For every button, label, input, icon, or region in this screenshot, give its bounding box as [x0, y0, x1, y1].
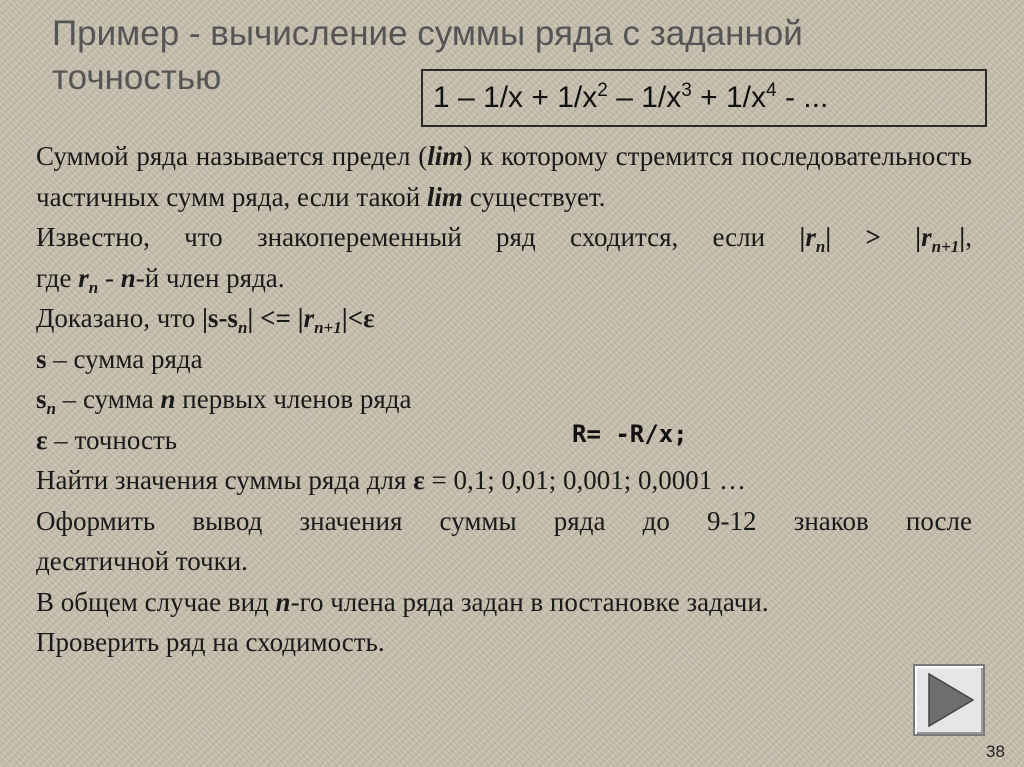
proof-line: Доказано, что $|s-s_n| <= |r_{n+1}|<\varepsilon$: [36, 303, 375, 337]
title-line-1: Пример - вычисление суммы ряда с заданной: [52, 14, 803, 53]
def-s-line: s – сумма ряда: [36, 343, 203, 374]
code-snippet: R= -R/x;: [572, 420, 688, 448]
output-line-2: десятичной точки.: [36, 546, 248, 576]
def-sn-line: $s_n$ – сумма n первых членов ряда: [36, 384, 412, 418]
series-formula-box: [421, 69, 987, 127]
lim-term: lim: [426, 181, 463, 212]
output-line-1: Оформить вывод значения суммы ряда до 9-12 знаков после: [36, 505, 972, 536]
definition-paragraph: Суммой ряда называется предел (lim) к которому стремится последовательность частичных сумм ряда, если такой lim существует.: [36, 141, 972, 212]
convergence-line-1: Известно, что знакопеременный ряд сходится, если $|r_n| > |r_{n+1}|$,: [36, 222, 972, 256]
formula-part: + 1/x: [691, 81, 767, 114]
lim-term: lim: [427, 141, 464, 171]
formula-exponent: 2: [597, 80, 608, 101]
formula-exponent: 3: [681, 80, 692, 101]
title-line-2: точностью: [52, 58, 222, 97]
formula-exponent: 4: [766, 80, 777, 101]
convergence-line-2: где $r_n - n-й$ член ряда.: [36, 262, 285, 297]
play-triangle-icon: [915, 666, 983, 734]
general-line: В общем случае вид n-го члена ряда задан в постановке задачи.: [36, 586, 769, 617]
page-number: 38: [986, 742, 1005, 761]
check-line: Проверить ряд на сходимость.: [36, 627, 385, 657]
next-slide-button[interactable]: [913, 664, 985, 736]
slide-body: [36, 136, 972, 663]
formula-part: – 1/x: [607, 81, 682, 114]
formula-part: 1 – 1/x + 1/x: [433, 81, 598, 114]
def-eps-line: ε – точность: [36, 424, 178, 455]
formula-part: - ...: [776, 81, 829, 114]
task-line: Найти значения суммы ряда для ε = 0,1; 0,01; 0,001; 0,0001 …: [36, 465, 746, 495]
